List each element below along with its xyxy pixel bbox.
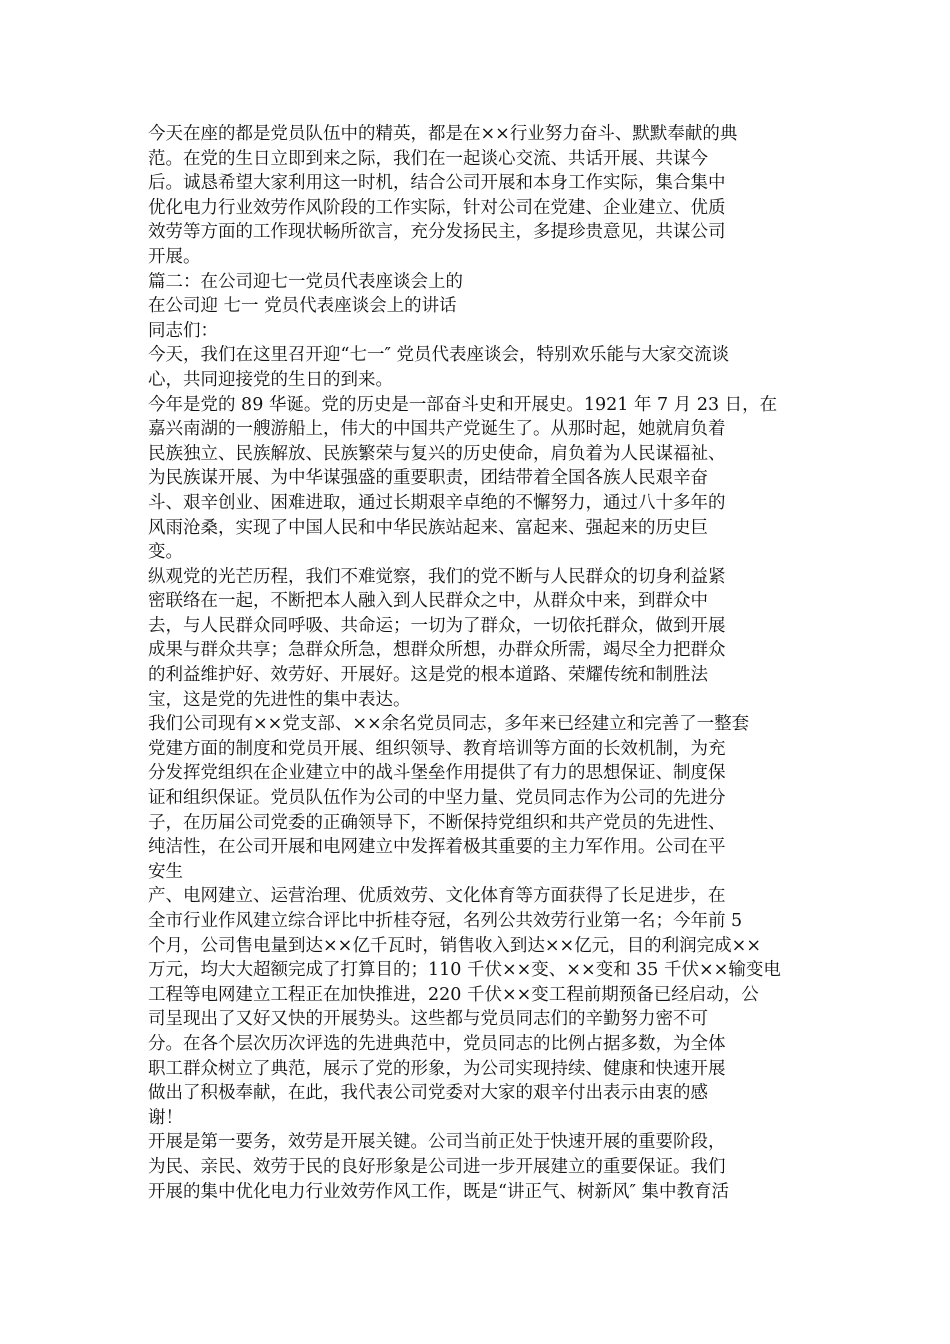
text-line: 全市行业作风建立综合评比中折桂夺冠，名列公共效劳行业第一名；今年前 5 bbox=[148, 911, 743, 931]
text-line: 今天在座的都是党员队伍中的精英，都是在××行业努力奋斗、默默奉献的典 bbox=[148, 124, 738, 144]
text-line: 为民、亲民、效劳于民的良好形象是公司进一步开展建立的重要保证。我们 bbox=[148, 1156, 726, 1177]
text-line: 今年是党的 89 华诞。党的历史是一部奋斗史和开展史。1921 年 7 月 23 日，在 bbox=[148, 394, 778, 415]
text-line: 开展。 bbox=[148, 246, 201, 267]
text-line: 在公司迎 七一 党员代表座谈会上的讲话 bbox=[148, 296, 457, 317]
text-line: 宝，这是党的先进性的集中表达。 bbox=[148, 689, 411, 710]
text-line: 谢！ bbox=[148, 1107, 183, 1128]
text-line: 我们公司现有××党支部、××余名党员同志，多年来已经建立和完善了一整套 bbox=[148, 714, 750, 735]
text-line: 效劳等方面的工作现状畅所欲言，充分发扬民主，多提珍贵意见，共谋公司 bbox=[148, 222, 726, 243]
document-body bbox=[148, 122, 808, 1204]
text-line: 篇二：在公司迎七一党员代表座谈会上的 bbox=[148, 271, 463, 292]
text-line: 嘉兴南湖的一艘游船上，伟大的中国共产党诞生了。从那时起，她就肩负着 bbox=[148, 419, 726, 440]
text-line: 分。在各个层次历次评选的先进典范中，党员同志的比例占据多数，为全体 bbox=[148, 1033, 726, 1054]
text-line: 司呈现出了又好又快的开展势头。这些都与党员同志们的辛勤努力密不可 bbox=[148, 1009, 708, 1030]
text-line: 工程等电网建立工程正在加快推进，220 千伏××变工程前期预备已经启动，公 bbox=[148, 984, 759, 1005]
text-line: 变。 bbox=[148, 542, 183, 563]
text-line: 开展是第一要务，效劳是开展关键。公司当前正处于快速开展的重要阶段， bbox=[148, 1132, 726, 1153]
text-line: 职工群众树立了典范，展示了党的形象，为公司实现持续、健康和快速开展 bbox=[148, 1058, 726, 1079]
text-line: 范。在党的生日立即到来之际，我们在一起谈心交流、共话开展、共谋今 bbox=[148, 148, 708, 169]
text-line: 斗、艰辛创业、困难进取，通过长期艰辛卓绝的不懈努力，通过八十多年的 bbox=[148, 492, 726, 513]
text-line: 子，在历届公司党委的正确领导下，不断保持党组织和共产党员的先进性、 bbox=[148, 812, 726, 833]
text-line: 心，共同迎接党的生日的到来。 bbox=[148, 369, 393, 390]
text-line: 分发挥党组织在企业建立中的战斗堡垒作用提供了有力的思想保证、制度保 bbox=[148, 763, 726, 784]
text-line: 纵观党的光芒历程，我们不难觉察，我们的党不断与人民群众的切身利益紧 bbox=[148, 566, 726, 587]
text-line: 安生 bbox=[148, 861, 183, 882]
text-line: 风雨沧桑，实现了中国人民和中华民族站起来、富起来、强起来的历史巨 bbox=[148, 517, 708, 538]
text-line: 开展的集中优化电力行业效劳作风工作，既是“讲正气、树新风″ 集中教育活 bbox=[148, 1181, 730, 1202]
text-line: 民族独立、民族解放、民族繁荣与复兴的历史使命，肩负着为人民谋福祉、 bbox=[148, 443, 726, 464]
text-line: 后。诚恳希望大家利用这一时机，结合公司开展和本身工作实际，集合集中 bbox=[148, 173, 726, 194]
text-line: 产、电网建立、运营治理、优质效劳、文化体育等方面获得了长足进步，在 bbox=[148, 886, 726, 907]
text-line: 密联络在一起，不断把本人融入到人民群众之中，从群众中来，到群众中 bbox=[148, 591, 708, 612]
text-line: 同志们： bbox=[148, 320, 218, 341]
text-line: 今天，我们在这里召开迎“七一″ 党员代表座谈会，特别欢乐能与大家交流谈 bbox=[148, 345, 730, 366]
text-line: 万元，均大大超额完成了打算目的；110 千伏××变、××变和 35 千伏××输变电 bbox=[148, 960, 781, 981]
text-line: 纯洁性，在公司开展和电网建立中发挥着极其重要的主力军作用。公司在平 bbox=[148, 837, 726, 858]
text-line: 个月，公司售电量到达××亿千瓦时，销售收入到达××亿元，目的利润完成×× bbox=[148, 935, 761, 956]
text-line: 证和组织保证。党员队伍作为公司的中坚力量、党员同志作为公司的先进分 bbox=[148, 788, 726, 809]
text-line: 的利益维护好、效劳好、开展好。这是党的根本道路、荣耀传统和制胜法 bbox=[148, 665, 708, 686]
text-line: 成果与群众共享；急群众所急，想群众所想，办群众所需，竭尽全力把群众 bbox=[148, 640, 726, 661]
text-line: 优化电力行业效劳作风阶段的工作实际，针对公司在党建、企业建立、优质 bbox=[148, 197, 726, 218]
text-line: 去，与人民群众同呼吸、共命运；一切为了群众，一切依托群众，做到开展 bbox=[148, 615, 726, 636]
text-line: 为民族谋开展、为中华谋强盛的重要职责，团结带着全国各族人民艰辛奋 bbox=[148, 468, 708, 489]
text-line: 党建方面的制度和党员开展、组织领导、教育培训等方面的长效机制，为充 bbox=[148, 738, 726, 759]
text-line: 做出了积极奉献，在此，我代表公司党委对大家的艰辛付出表示由衷的感 bbox=[148, 1083, 708, 1104]
